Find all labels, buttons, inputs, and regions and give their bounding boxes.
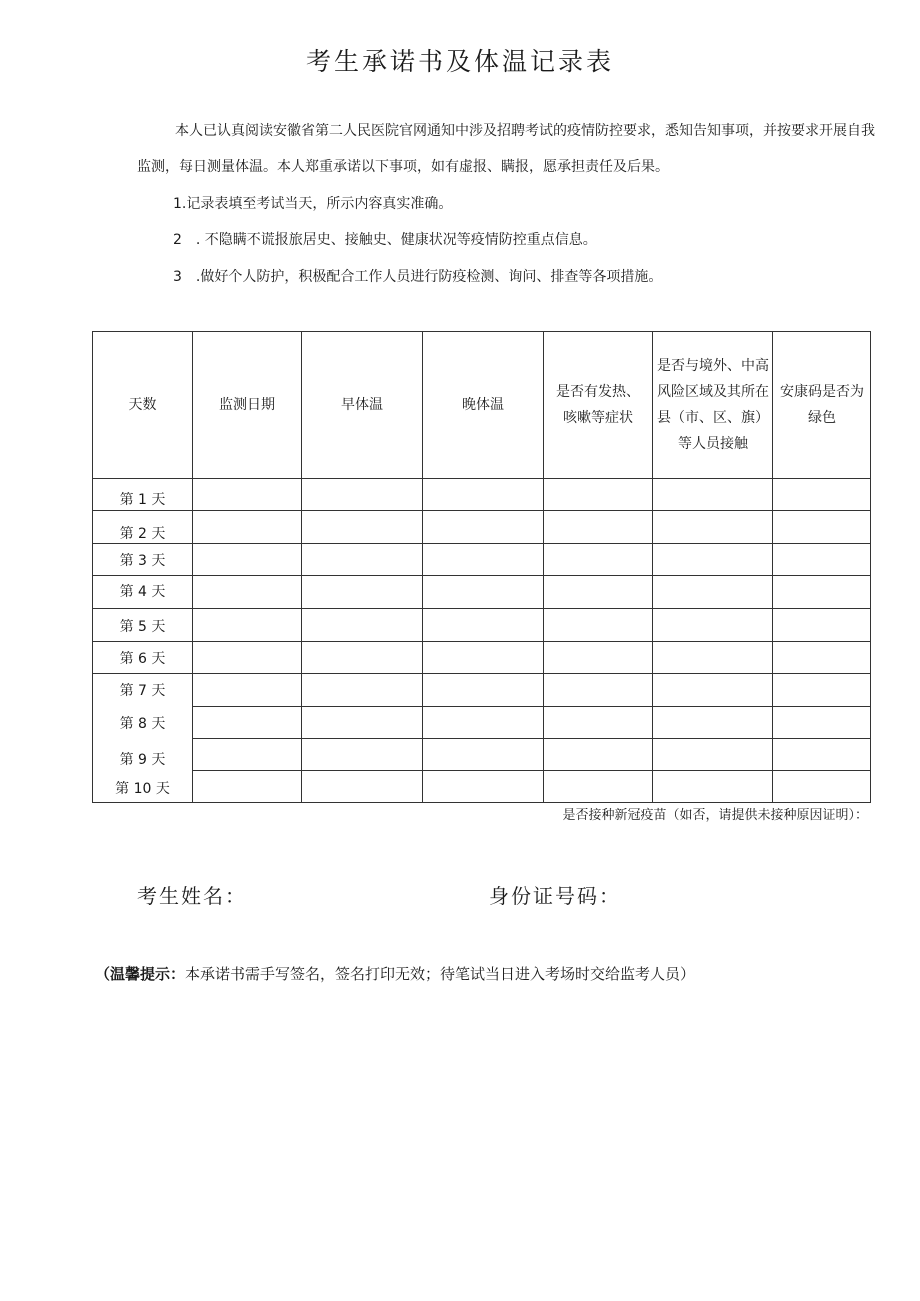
commitment-item-1: 1.记录表填至考试当天，所示内容真实准确。 <box>173 196 453 212</box>
page-title: 考生承诺书及体温记录表 <box>305 47 614 76</box>
row-label-day-2: 第 2 天 <box>119 526 166 542</box>
header-health-code: 安康码是否为绿色 <box>780 384 864 426</box>
row-divider <box>93 608 870 609</box>
row-label-day-8: 第 8 天 <box>119 716 166 732</box>
reminder-note <box>95 963 695 984</box>
row-divider <box>93 478 870 479</box>
row-label-day-10: 第 10 天 <box>115 781 170 797</box>
header-evening-temp: 晚体温 <box>462 397 504 413</box>
row-divider <box>93 641 870 642</box>
header-days: 天数 <box>128 397 157 413</box>
row-label-day-5: 第 5 天 <box>119 619 166 635</box>
column-divider <box>543 332 544 802</box>
row-label-day-3: 第 3 天 <box>119 553 166 569</box>
row-divider <box>192 770 870 771</box>
candidate-name-label: 考生姓名： <box>137 884 247 908</box>
row-divider <box>192 738 870 739</box>
row-divider <box>93 673 870 674</box>
row-label-day-1: 第 1 天 <box>119 492 166 508</box>
header-contact: 是否与境外、中高风险区域及其所在县（市、区、旗）等人员接触 <box>657 358 769 452</box>
temperature-record-table <box>92 331 871 803</box>
commitment-item-3: 3 .做好个人防护，积极配合工作人员进行防疫检测、询问、排查等各项措施。 <box>173 269 663 285</box>
row-label-day-4: 第 4 天 <box>119 584 166 600</box>
reminder-label: （温馨提示： <box>95 965 186 983</box>
header-symptoms: 是否有发热、咳嗽等症状 <box>556 384 640 426</box>
row-divider <box>192 706 870 707</box>
row-label-day-6: 第 6 天 <box>119 651 166 667</box>
header-morning-temp: 早体温 <box>341 397 383 413</box>
row-label-day-7: 第 7 天 <box>119 683 166 699</box>
row-divider <box>93 510 870 511</box>
reminder-text: 本承诺书需手写签名，签名打印无效；待笔试当日进入考场时交给监考人员） <box>185 965 696 983</box>
vaccine-question: 是否接种新冠疫苗（如否，请提供未接种原因证明）： <box>562 808 868 823</box>
header-date: 监测日期 <box>219 397 275 413</box>
row-divider <box>93 543 870 544</box>
id-number-label: 身份证号码： <box>489 884 621 908</box>
row-label-day-9: 第 9 天 <box>119 752 166 768</box>
intro-paragraph: 本人已认真阅读安徽省第二人民医院官网通知中涉及招聘考试的疫情防控要求，悉知告知事项，并按要求开展自我监测，每日测量体温。本人郑重承诺以下事项，如有虚报、瞒报，愿承担责任及后果。 <box>137 123 875 175</box>
row-divider <box>93 575 870 576</box>
commitment-item-2: 2 . 不隐瞒不谎报旅居史、接触史、健康状况等疫情防控重点信息。 <box>173 232 597 248</box>
column-divider <box>652 332 653 802</box>
